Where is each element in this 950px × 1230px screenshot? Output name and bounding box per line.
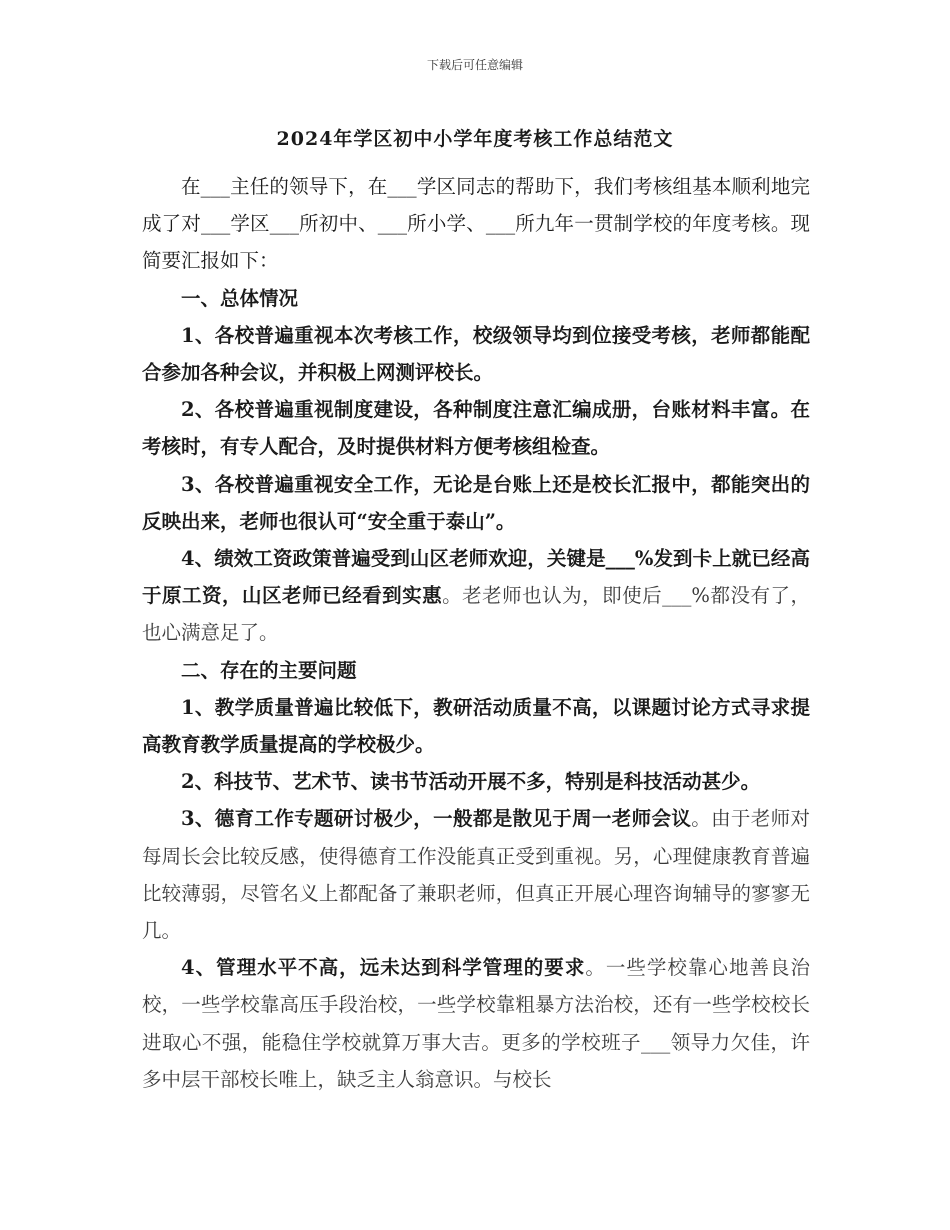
section1-item-4-bold: 4、绩效工资政策普遍受到山区老师欢迎，关键是___%发到卡上就已经高于原工资，山区老师已经看到实惠 bbox=[142, 547, 810, 608]
intro-paragraph: 在___主任的领导下，在___学区同志的帮助下，我们考核组基本顺利地完成了对___学区___所初中、___所小学、___所九年一贯制学校的年度考核。现简要汇报如下： bbox=[142, 175, 810, 273]
page-header: 下载后可任意编辑 bbox=[426, 58, 523, 72]
document-title: 2024年学区初中小学年度考核工作总结范文 bbox=[276, 128, 674, 150]
section2-item-3-rest: 。由于老师对每周长会比较反感，使得德育工作没能真正受到重视。另，心理健康教育普遍比较薄弱，尽管名义上都配备了兼职老师，但真正开展心理咨询辅导的寥寥无几。 bbox=[142, 807, 810, 943]
section1-item-4-rest: 。老老师也认为，即使后___%都没有了，也心满意足了。 bbox=[142, 584, 810, 645]
section2-item-4-bold: 4、管理水平不高，远未达到科学管理的要求 bbox=[181, 956, 586, 980]
section2-item-1: 1、教学质量普遍比较低下，教研活动质量不高，以课题讨论方式寻求提高教育教学质量提高的学校极少。 bbox=[142, 695, 810, 757]
section2-item-4 bbox=[142, 949, 810, 1098]
section1-heading: 一、总体情况 bbox=[181, 286, 299, 310]
section2-item-3-bold: 3、德育工作专题研讨极少，一般都是散见于周一老师会议 bbox=[181, 807, 692, 831]
section1-item-2: 2、各校普遍重视制度建设，各种制度注意汇编成册，台账材料丰富。在考核时，有专人配合，及时提供材料方便考核组检查。 bbox=[142, 398, 810, 459]
section2-item-2: 2、科技节、艺术节、读书节活动开展不多，特别是科技活动甚少。 bbox=[181, 770, 761, 794]
section1-item-4 bbox=[142, 540, 810, 652]
document-body bbox=[142, 168, 810, 1098]
section2-item-3 bbox=[142, 800, 810, 949]
section1-item-3: 3、各校普遍重视安全工作，无论是台账上还是校长汇报中，都能突出的反映出来，老师也很认可“安全重于泰山”。 bbox=[142, 472, 810, 533]
section2-heading: 二、存在的主要问题 bbox=[181, 658, 357, 682]
section2-item-4-rest: 。一些学校靠心地善良治校，一些学校靠高压手段治校，一些学校靠粗暴方法治校，还有一些学校校长进取心不强，能稳住学校就算万事大吉。更多的学校班子___领导力欠佳，许多中层干部校长唯上，缺乏主人翁意识。与校长 bbox=[142, 956, 810, 1091]
section1-item-1: 1、各校普遍重视本次考核工作，校级领导均到位接受考核，老师都能配合参加各种会议，并积极上网测评校长。 bbox=[142, 323, 810, 385]
